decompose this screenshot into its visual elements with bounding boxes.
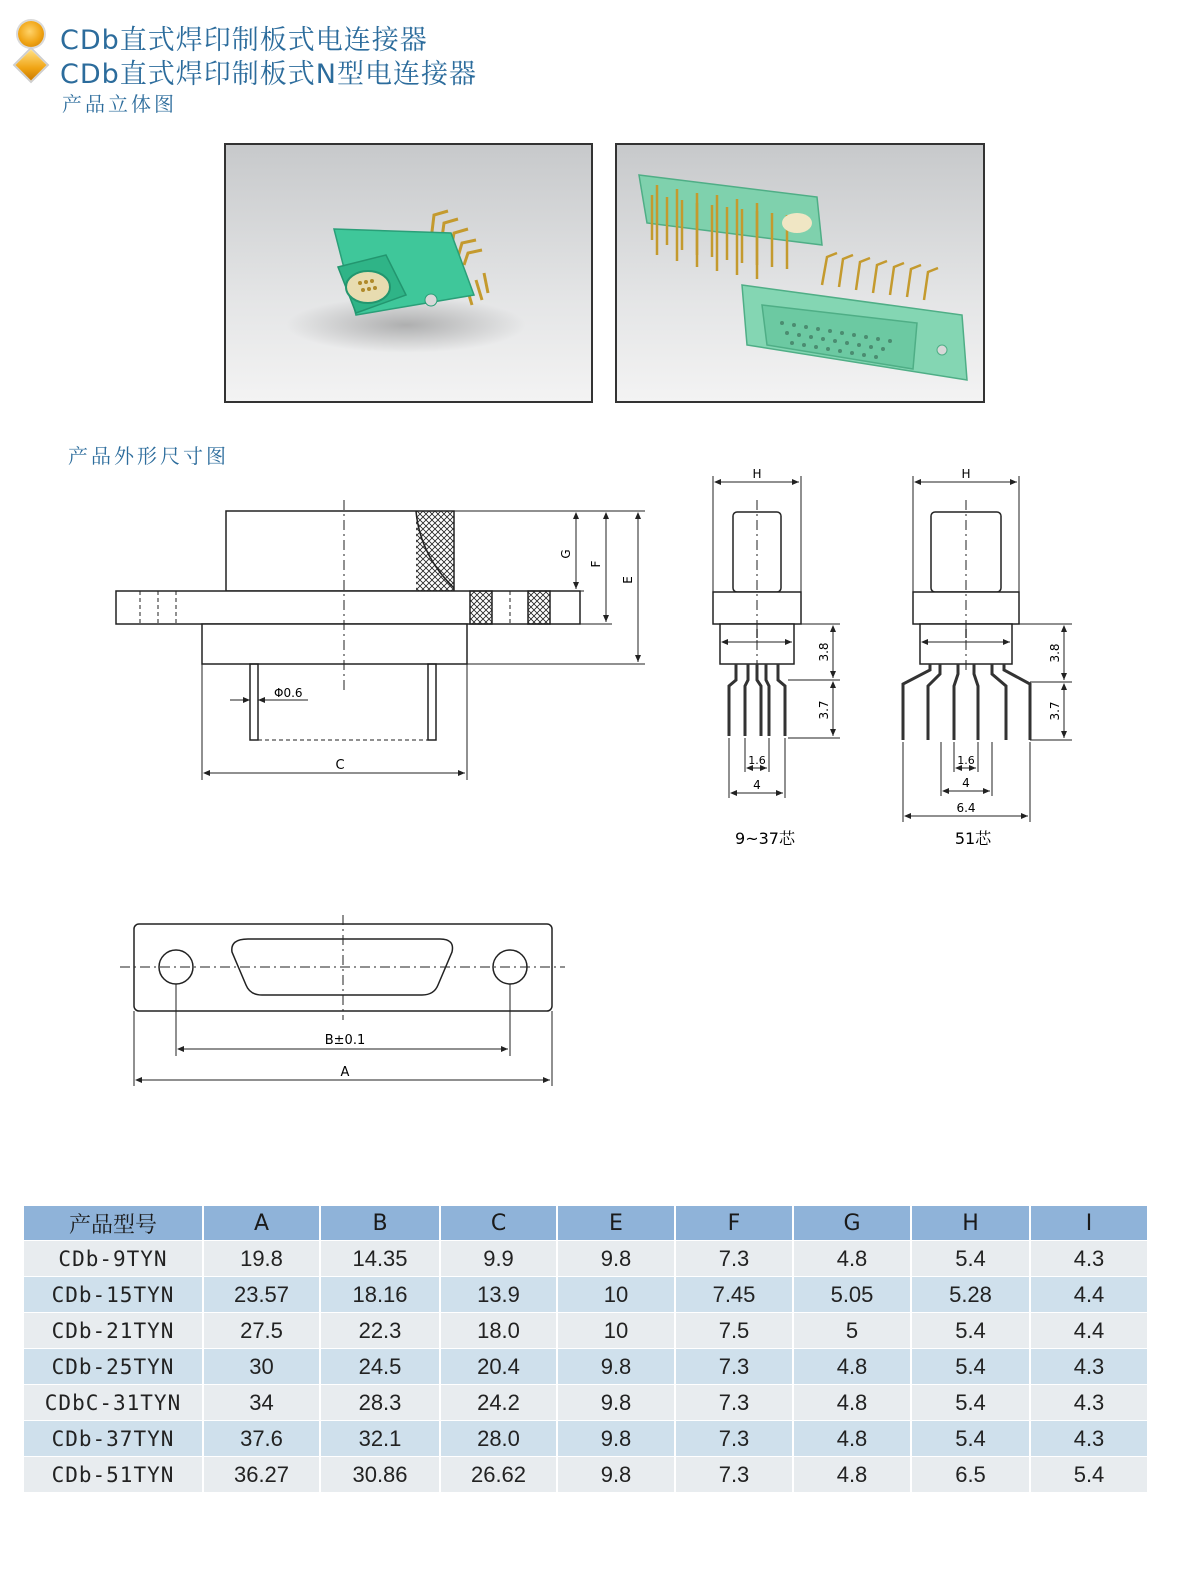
cell: 4.8 — [793, 1349, 911, 1385]
cell-model: CDbC-31TYN — [24, 1385, 203, 1421]
cell: 22.3 — [320, 1313, 440, 1349]
table-row — [24, 1421, 1147, 1457]
table-header-row — [24, 1206, 1147, 1241]
cell: 7.3 — [675, 1457, 793, 1493]
cell: 5.4 — [911, 1313, 1030, 1349]
front-view — [116, 500, 645, 780]
cell: 4.3 — [1030, 1421, 1147, 1457]
cell: 7.3 — [675, 1421, 793, 1457]
side-view-large — [903, 476, 1072, 822]
cell-model: CDb-9TYN — [24, 1241, 203, 1277]
side-small-h-label: H — [752, 467, 762, 481]
header-i: I — [1030, 1206, 1147, 1241]
cell: 30 — [203, 1349, 320, 1385]
dim-pin-diameter-label: Φ0.6 — [274, 686, 303, 700]
cell: 10 — [557, 1313, 675, 1349]
side-small-38-label: 3.8 — [817, 642, 831, 662]
dim-c-label: C — [335, 758, 345, 773]
cell: 6.5 — [911, 1457, 1030, 1493]
cell: 4.8 — [793, 1385, 911, 1421]
side-small-37-label: 3.7 — [817, 700, 831, 720]
section-dims-title: 产品外形尺寸图 — [68, 444, 229, 468]
cell: 26.62 — [440, 1457, 557, 1493]
cell: 5.4 — [911, 1241, 1030, 1277]
title-2: CDb直式焊印制板式N型电连接器 — [60, 59, 477, 90]
header-g: G — [793, 1206, 911, 1241]
cell-model: CDb-21TYN — [24, 1313, 203, 1349]
side-large-i-label: I — [964, 627, 968, 641]
spec-table — [24, 1206, 1147, 1492]
cell: 9.8 — [557, 1457, 675, 1493]
table-row — [24, 1349, 1147, 1385]
cell: 9.8 — [557, 1421, 675, 1457]
dim-a-label: A — [340, 1065, 350, 1080]
cell: 5.4 — [911, 1349, 1030, 1385]
cell: 24.2 — [440, 1385, 557, 1421]
cell-model: CDb-37TYN — [24, 1421, 203, 1457]
cell: 5.05 — [793, 1277, 911, 1313]
bullet-diamond-icon — [15, 49, 46, 80]
connector-illustration-pair — [617, 145, 983, 401]
dim-f-label: F — [589, 560, 603, 568]
header-model: 产品型号 — [24, 1206, 203, 1241]
cell: 4.4 — [1030, 1313, 1147, 1349]
cell-model: CDb-25TYN — [24, 1349, 203, 1385]
cell: 14.35 — [320, 1241, 440, 1277]
cell: 5 — [793, 1313, 911, 1349]
table-row — [24, 1313, 1147, 1349]
cell: 10 — [557, 1277, 675, 1313]
bullet-circle-icon — [18, 21, 44, 47]
product-photo-pair — [615, 143, 985, 403]
table-row — [24, 1277, 1147, 1313]
header-h: H — [911, 1206, 1030, 1241]
dimension-drawing — [0, 460, 1200, 1100]
cell: 9.8 — [557, 1385, 675, 1421]
cell: 4.8 — [793, 1457, 911, 1493]
cell: 7.5 — [675, 1313, 793, 1349]
top-view — [120, 915, 565, 1086]
connector-illustration-single — [226, 145, 591, 401]
side-large-4-label: 4 — [962, 776, 970, 790]
side-large-caption: 51芯 — [954, 829, 992, 848]
dim-g-label: G — [559, 549, 573, 559]
cell: 4.3 — [1030, 1385, 1147, 1421]
cell: 32.1 — [320, 1421, 440, 1457]
side-large-64-label: 6.4 — [956, 801, 976, 815]
header-f: F — [675, 1206, 793, 1241]
header-c: C — [440, 1206, 557, 1241]
cell: 5.28 — [911, 1277, 1030, 1313]
dim-b-label: B±0.1 — [324, 1033, 366, 1048]
header-b: B — [320, 1206, 440, 1241]
cell: 9.9 — [440, 1241, 557, 1277]
cell: 34 — [203, 1385, 320, 1421]
side-small-4-label: 4 — [753, 778, 761, 792]
side-view-small — [713, 476, 840, 798]
title-1: CDb直式焊印制板式电连接器 — [60, 25, 428, 56]
cell: 28.0 — [440, 1421, 557, 1457]
cell: 5.4 — [911, 1385, 1030, 1421]
cell: 4.4 — [1030, 1277, 1147, 1313]
cell: 5.4 — [1030, 1457, 1147, 1493]
cell: 13.9 — [440, 1277, 557, 1313]
cell: 9.8 — [557, 1349, 675, 1385]
side-large-37-label: 3.7 — [1048, 701, 1062, 721]
cell: 4.3 — [1030, 1349, 1147, 1385]
table-row — [24, 1457, 1147, 1493]
cell: 20.4 — [440, 1349, 557, 1385]
side-large-16-label: 1.6 — [957, 754, 975, 767]
cell: 4.8 — [793, 1421, 911, 1457]
cell: 7.3 — [675, 1241, 793, 1277]
cell: 30.86 — [320, 1457, 440, 1493]
cell: 18.16 — [320, 1277, 440, 1313]
side-small-16-label: 1.6 — [748, 754, 766, 767]
cell: 7.3 — [675, 1385, 793, 1421]
cell: 36.27 — [203, 1457, 320, 1493]
cell: 24.5 — [320, 1349, 440, 1385]
cell: 37.6 — [203, 1421, 320, 1457]
side-large-h-label: H — [961, 467, 971, 481]
section-3d-title: 产品立体图 — [62, 92, 177, 116]
header-e: E — [557, 1206, 675, 1241]
cell: 23.57 — [203, 1277, 320, 1313]
dim-e-label: E — [621, 576, 635, 584]
cell: 18.0 — [440, 1313, 557, 1349]
side-small-i-label: I — [755, 627, 759, 641]
side-small-caption: 9~37芯 — [735, 829, 795, 848]
cell-model: CDb-15TYN — [24, 1277, 203, 1313]
cell: 27.5 — [203, 1313, 320, 1349]
cell: 9.8 — [557, 1241, 675, 1277]
cell: 4.8 — [793, 1241, 911, 1277]
cell: 19.8 — [203, 1241, 320, 1277]
cell: 4.3 — [1030, 1241, 1147, 1277]
cell: 7.45 — [675, 1277, 793, 1313]
cell: 5.4 — [911, 1421, 1030, 1457]
product-photo-single — [224, 143, 593, 403]
cell: 7.3 — [675, 1349, 793, 1385]
table-row — [24, 1385, 1147, 1421]
cell: 28.3 — [320, 1385, 440, 1421]
table-row — [24, 1241, 1147, 1277]
cell-model: CDb-51TYN — [24, 1457, 203, 1493]
header-a: A — [203, 1206, 320, 1241]
side-large-38-label: 3.8 — [1048, 643, 1062, 663]
